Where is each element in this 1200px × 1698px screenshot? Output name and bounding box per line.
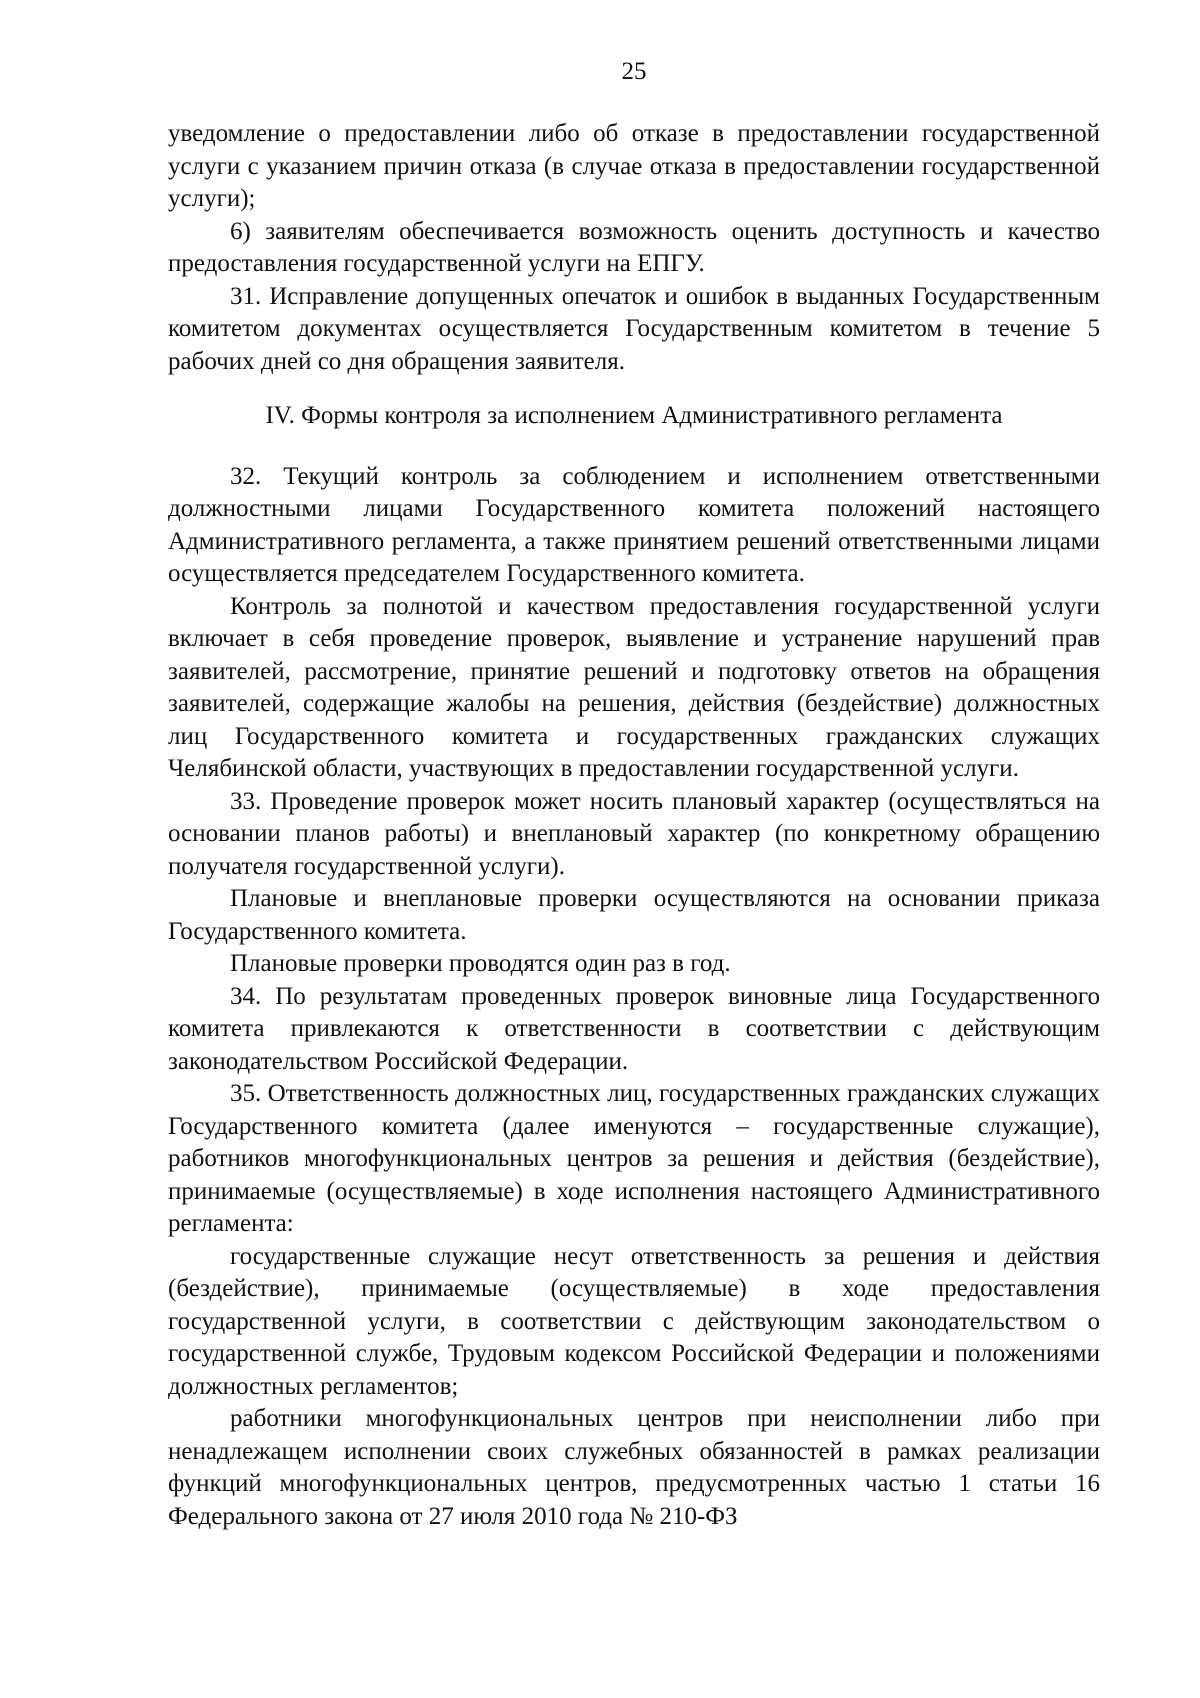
paragraph-mfc-workers: работники многофункциональных центров при неисполнении либо при ненадлежащем исполнении своих служебных обязанностей в рамках реализации функций многофункциональных центров, предусмотренных частью 1 статьи 16 Федерального закона от 27 июля 2010 года № 210-ФЗ xyxy=(168,1405,1100,1530)
section-heading: IV. Формы контроля за исполнением Административного регламента xyxy=(265,402,1003,429)
paragraph-inspections-frequency: Плановые проверки проводятся один раз в год. xyxy=(230,950,731,977)
paragraph-continuation: уведомление о предоставлении либо об отказе в предоставлении государственной услуги с указанием причин отказа (в случае отказа в предоставлении государственной услуги); xyxy=(168,120,1100,212)
paragraph-32: 32. Текущий контроль за соблюдением и исполнением ответственными должностными лицами Государственного комитета положений настоящего Административного регламента, а также принятием решений ответственными лицами осуществляется председателем Государственного комитета. xyxy=(168,462,1100,587)
paragraph-control-scope: Контроль за полнотой и качеством предоставления государственной услуги включает в себя проведение проверок, выявление и устранение нарушений прав заявителей, рассмотрение, принятие решений и подготовку ответов на обращения заявителей, содержащие жалобы на решения, действия (бездействие) должностных лиц Государственного комитета и государственных гражданских служащих Челябинской области, участвующих в предоставлении государственной услуги. xyxy=(168,592,1100,782)
paragraphs-top xyxy=(168,118,1100,378)
paragraph-31: 31. Исправление допущенных опечаток и ошибок в выданных Государственным комитетом документах осуществляется Государственным комитетом в течение 5 рабочих дней со дня обращения заявителя. xyxy=(168,282,1100,375)
paragraph-civil-servants: государственные служащие несут ответственность за решения и действия (бездействие), принимаемые (осуществляемые) в ходе предоставления государственной услуги, в соответствии с действующим законодательством о государственной службе, Трудовым кодексом Российской Федерации и положениями должностных регламентов; xyxy=(168,1242,1100,1400)
paragraph-item-6: 6) заявителям обеспечивается возможность оценить доступность и качество предоставления государственной услуги на ЕПГУ. xyxy=(168,217,1100,277)
paragraphs-main xyxy=(168,461,1100,1534)
paragraph-35: 35. Ответственность должностных лиц, государственных гражданских служащих Государственного комитета (далее именуются – государственные служащие), работников многофункциональных центров за решения и действия (бездействие), принимаемые (осуществляемые) в ходе исполнения настоящего Административного регламента: xyxy=(168,1080,1100,1237)
paragraph-34: 34. По результатам проведенных проверок виновные лица Государственного комитета привлекаются к ответственности в соответствии с действующим законодательством Российской Федерации. xyxy=(168,982,1100,1075)
paragraph-33: 33. Проведение проверок может носить плановый характер (осуществляться на основании планов работы) и внеплановый характер (по конкретному обращению получателя государственной услуги). xyxy=(168,787,1100,880)
page-number: 25 xyxy=(621,58,647,85)
paragraph-inspections-basis: Плановые и внеплановые проверки осуществляются на основании приказа Государственного комитета. xyxy=(168,885,1100,945)
